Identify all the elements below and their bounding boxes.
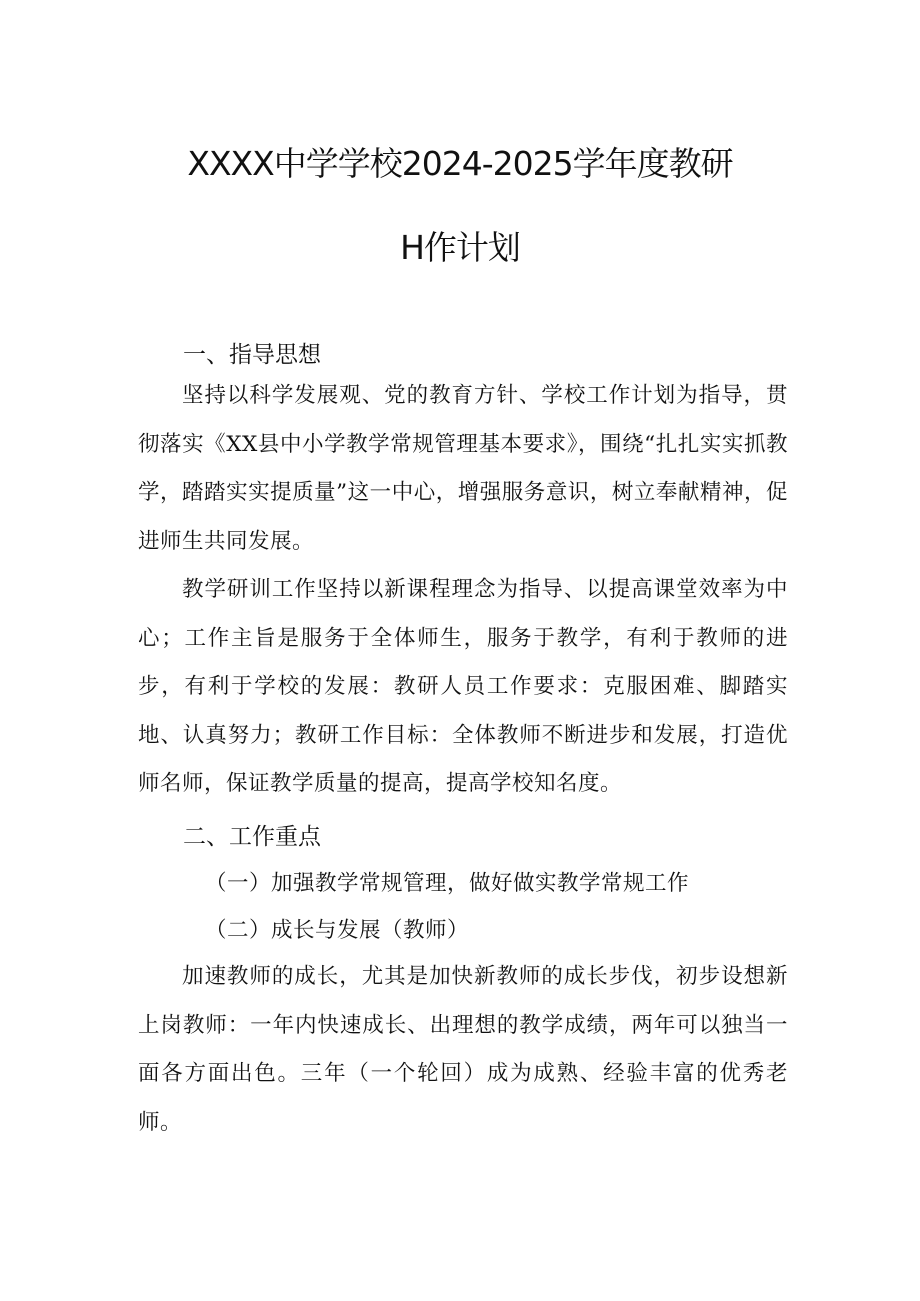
paragraph-teacher-growth: 加速教师的成长，尤其是加快新教师的成长步伐，初步设想新上岗教师：一年内快速成长、出理想的教学成绩，两年可以独当一面各方面出色。三年（一个轮回）成为成熟、经验丰富的优秀老师。 (138, 964, 788, 1135)
subheading-teacher-growth: （二）成长与发展（教师） (205, 918, 470, 943)
section-heading-guiding-ideology: 一、指导思想 (183, 342, 321, 368)
paragraph-teaching-research: 教学研训工作坚持以新课程理念为指导、以提高课堂效率为中心；工作主旨是服务于全体师生，服务于教学，有利于教师的进步，有利于学校的发展：教研人员工作要求：克服困难、脚踏实地、认真努力；教研工作目标：全体教师不断进步和发展，打造优师名师，保证教学质量的提高，提高学校知名度。 (138, 577, 788, 796)
paragraph-guiding-ideology: 坚持以科学发展观、党的教育方针、学校工作计划为指导，贯彻落实《XX县中小学教学常规管理基本要求》，围绕“扎扎实实抓教学，踏踏实实提质量”这一中心，增强服务意识，树立奉献精神，促进师生共同发展。 (138, 383, 788, 554)
document-title-line-2: H作计划 (400, 228, 520, 267)
section-heading-work-focus: 二、工作重点 (183, 824, 321, 850)
document-title-line-1: XXXX中学学校2024-2025学年度教研 (187, 144, 733, 183)
subheading-teaching-routine: （一）加强教学常规管理，做好做实教学常规工作 (205, 871, 690, 896)
